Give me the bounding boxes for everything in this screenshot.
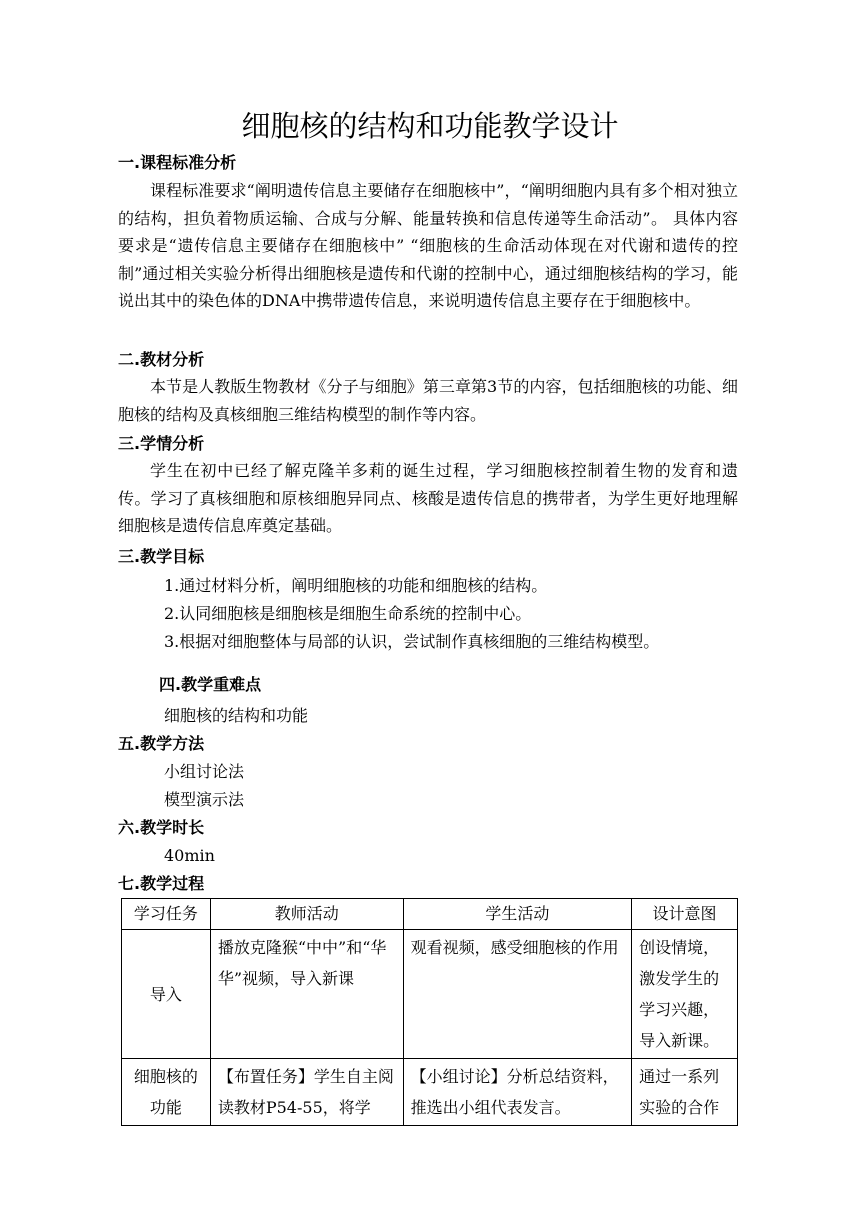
section-heading-key-points: 四.教学重难点 — [159, 675, 262, 694]
section-heading-teaching-methods: 五.教学方法 — [118, 734, 205, 753]
paragraph-learner-analysis: 学生在初中已经了解克隆羊多莉的诞生过程，学习细胞核控制着生物的发育和遗传。学习了真核细胞和原核细胞异同点、核酸是遗传信息的携带者，为学生更好地理解细胞核是遗传信息库奠定基础。 — [118, 461, 738, 535]
table-cell-student: 【小组讨论】分析总结资料，推选出小组代表发言。 — [403, 1059, 632, 1126]
table-cell-teacher: 【布置任务】学生自主阅读教材P54-55，将学 — [210, 1059, 403, 1126]
table-cell-student: 观看视频，感受细胞核的作用 — [403, 930, 632, 1059]
section-heading-curriculum-standard: 一.课程标准分析 — [118, 153, 237, 172]
goal-item: 3.根据对细胞整体与局部的认识，尝试制作真核细胞的三维结构模型。 — [164, 632, 660, 651]
table-row — [122, 1059, 738, 1126]
table-cell-task: 细胞核的功能 — [122, 1059, 211, 1126]
section-heading-teaching-goals: 三.教学目标 — [118, 547, 205, 566]
method-item: 模型演示法 — [164, 790, 245, 809]
table-cell-teacher: 播放克隆猴“中中”和“华华”视频，导入新课 — [210, 930, 403, 1059]
section-heading-teaching-process: 七.教学过程 — [118, 874, 205, 893]
table-header-cell: 学习任务 — [122, 899, 211, 930]
table-header-cell: 学生活动 — [403, 899, 632, 930]
table-header-cell: 设计意图 — [632, 899, 738, 930]
table-cell-intent: 通过一系列实验的合作 — [632, 1059, 738, 1126]
section-heading-learner-analysis: 三.学情分析 — [118, 434, 205, 453]
table-row — [122, 930, 738, 1059]
method-item: 小组讨论法 — [164, 762, 245, 781]
paragraph-textbook-analysis: 本节是人教版生物教材《分子与细胞》第三章第3节的内容，包括细胞核的功能、细胞核的结构及真核细胞三维结构模型的制作等内容。 — [118, 377, 738, 424]
duration-value: 40min — [164, 846, 215, 865]
goal-item: 2.认同细胞核是细胞核是细胞生命系统的控制中心。 — [164, 604, 532, 623]
section-heading-textbook-analysis: 二.教材分析 — [118, 350, 205, 369]
section-heading-duration: 六.教学时长 — [118, 818, 205, 837]
teaching-process-table — [121, 898, 738, 1126]
goal-item: 1.通过材料分析，阐明细胞核的功能和细胞核的结构。 — [164, 576, 548, 595]
paragraph-curriculum-standard: 课程标准要求“阐明遗传信息主要储存在细胞核中”，“阐明细胞内具有多个相对独立的结构，担负着物质运输、合成与分解、能量转换和信息传递等生命活动”。 具体内容要求是“遗传信息主要储存在细胞核中” “细胞核的生命活动体现在对代谢和遗传的控制”通过相关实验分析得出细胞核是遗传和代谢的控制中心，通过细胞核结构的学习，能说出其中的染色体的DNA中携带遗传信息，来说明遗传信息主要存在于细胞核中。 — [118, 181, 738, 310]
table-cell-task: 导入 — [122, 930, 211, 1059]
table-header-cell: 教师活动 — [210, 899, 403, 930]
document-title: 细胞核的结构和功能教学设计 — [241, 109, 619, 143]
key-point-item: 细胞核的结构和功能 — [164, 706, 309, 725]
table-cell-intent: 创设情境，激发学生的学习兴趣，导入新课。 — [632, 930, 738, 1059]
table-header-row — [122, 899, 738, 930]
